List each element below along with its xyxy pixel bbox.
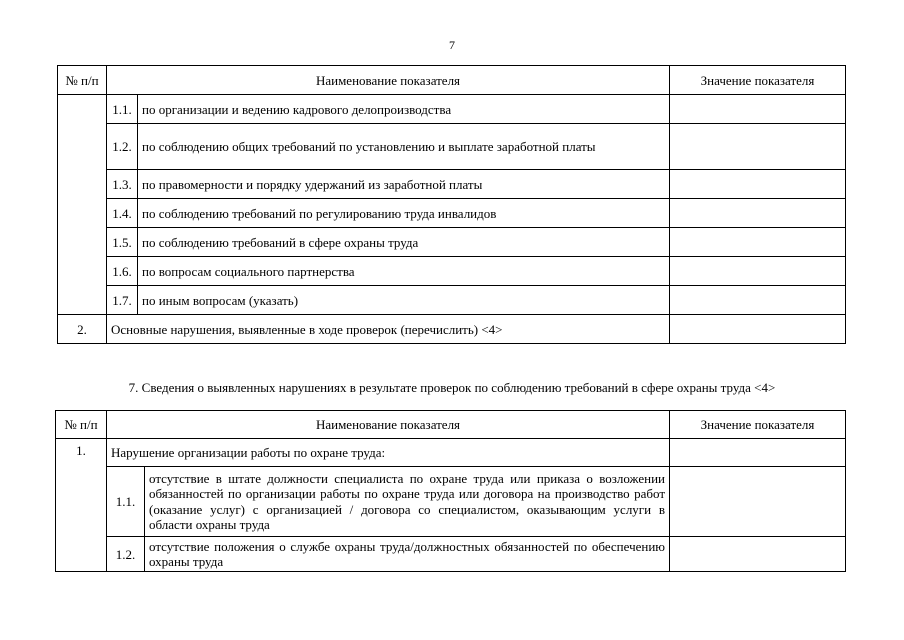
sub-number: 1.7.	[107, 286, 138, 315]
header-value: Значение показателя	[670, 411, 846, 439]
value-cell[interactable]	[670, 537, 846, 572]
table-row	[58, 286, 846, 315]
table-row	[56, 439, 846, 467]
value-cell[interactable]	[670, 257, 846, 286]
header-num: № п/п	[56, 411, 107, 439]
page-number: 7	[449, 38, 455, 52]
row-number: 1.	[56, 439, 107, 572]
indicator-text: по правомерности и порядку удержаний из заработной платы	[138, 170, 670, 199]
indicator-text: по соблюдению общих требований по установлению и выплате заработной платы	[138, 124, 670, 170]
sub-number: 1.1.	[107, 95, 138, 124]
value-cell[interactable]	[670, 228, 846, 257]
table-row	[58, 228, 846, 257]
empty-num-cell	[58, 95, 107, 315]
sub-number: 1.4.	[107, 199, 138, 228]
sub-number: 1.5.	[107, 228, 138, 257]
indicator-text: по иным вопросам (указать)	[138, 286, 670, 315]
table-row	[58, 95, 846, 124]
indicator-text: отсутствие в штате должности специалиста по охране труда или приказа о возложении обязанностей по организации работы по охране труда или договора на производство работ (оказание услуг) с организацией / договора со специалистом, оказывающим услуги в области охраны труда	[145, 467, 670, 537]
indicators-table-1	[57, 65, 846, 344]
sub-number: 1.6.	[107, 257, 138, 286]
value-cell[interactable]	[670, 467, 846, 537]
sub-number: 1.3.	[107, 170, 138, 199]
table-row	[58, 257, 846, 286]
sub-number: 1.1.	[107, 467, 145, 537]
header-value: Значение показателя	[670, 66, 846, 95]
table-row	[56, 537, 846, 572]
value-cell[interactable]	[670, 199, 846, 228]
indicator-text: по соблюдению требований в сфере охраны труда	[138, 228, 670, 257]
value-cell[interactable]	[670, 95, 846, 124]
header-name: Наименование показателя	[107, 411, 670, 439]
indicator-text: Основные нарушения, выявленные в ходе проверок (перечислить) <4>	[107, 315, 670, 344]
indicator-text: по соблюдению требований по регулированию труда инвалидов	[138, 199, 670, 228]
table-row	[56, 467, 846, 537]
indicator-text: по организации и ведению кадрового делопроизводства	[138, 95, 670, 124]
value-cell[interactable]	[670, 286, 846, 315]
value-cell[interactable]	[670, 315, 846, 344]
indicators-table-2	[55, 410, 846, 572]
sub-number: 1.2.	[107, 537, 145, 572]
value-cell[interactable]	[670, 439, 846, 467]
sub-number: 1.2.	[107, 124, 138, 170]
section-7-title: 7. Сведения о выявленных нарушениях в результате проверок по соблюдению требований в сфере охраны труда <4>	[128, 380, 776, 395]
table-row	[58, 199, 846, 228]
table-row	[58, 170, 846, 199]
table-row	[58, 315, 846, 344]
header-name: Наименование показателя	[107, 66, 670, 95]
header-num: № п/п	[58, 66, 107, 95]
value-cell[interactable]	[670, 170, 846, 199]
indicator-text: отсутствие положения о службе охраны труда/должностных обязанностей по обеспечению охраны труда	[145, 537, 670, 572]
value-cell[interactable]	[670, 124, 846, 170]
indicator-text: Нарушение организации работы по охране труда:	[107, 439, 670, 467]
indicator-text: по вопросам социального партнерства	[138, 257, 670, 286]
row-number: 2.	[58, 315, 107, 344]
table-row	[58, 124, 846, 170]
